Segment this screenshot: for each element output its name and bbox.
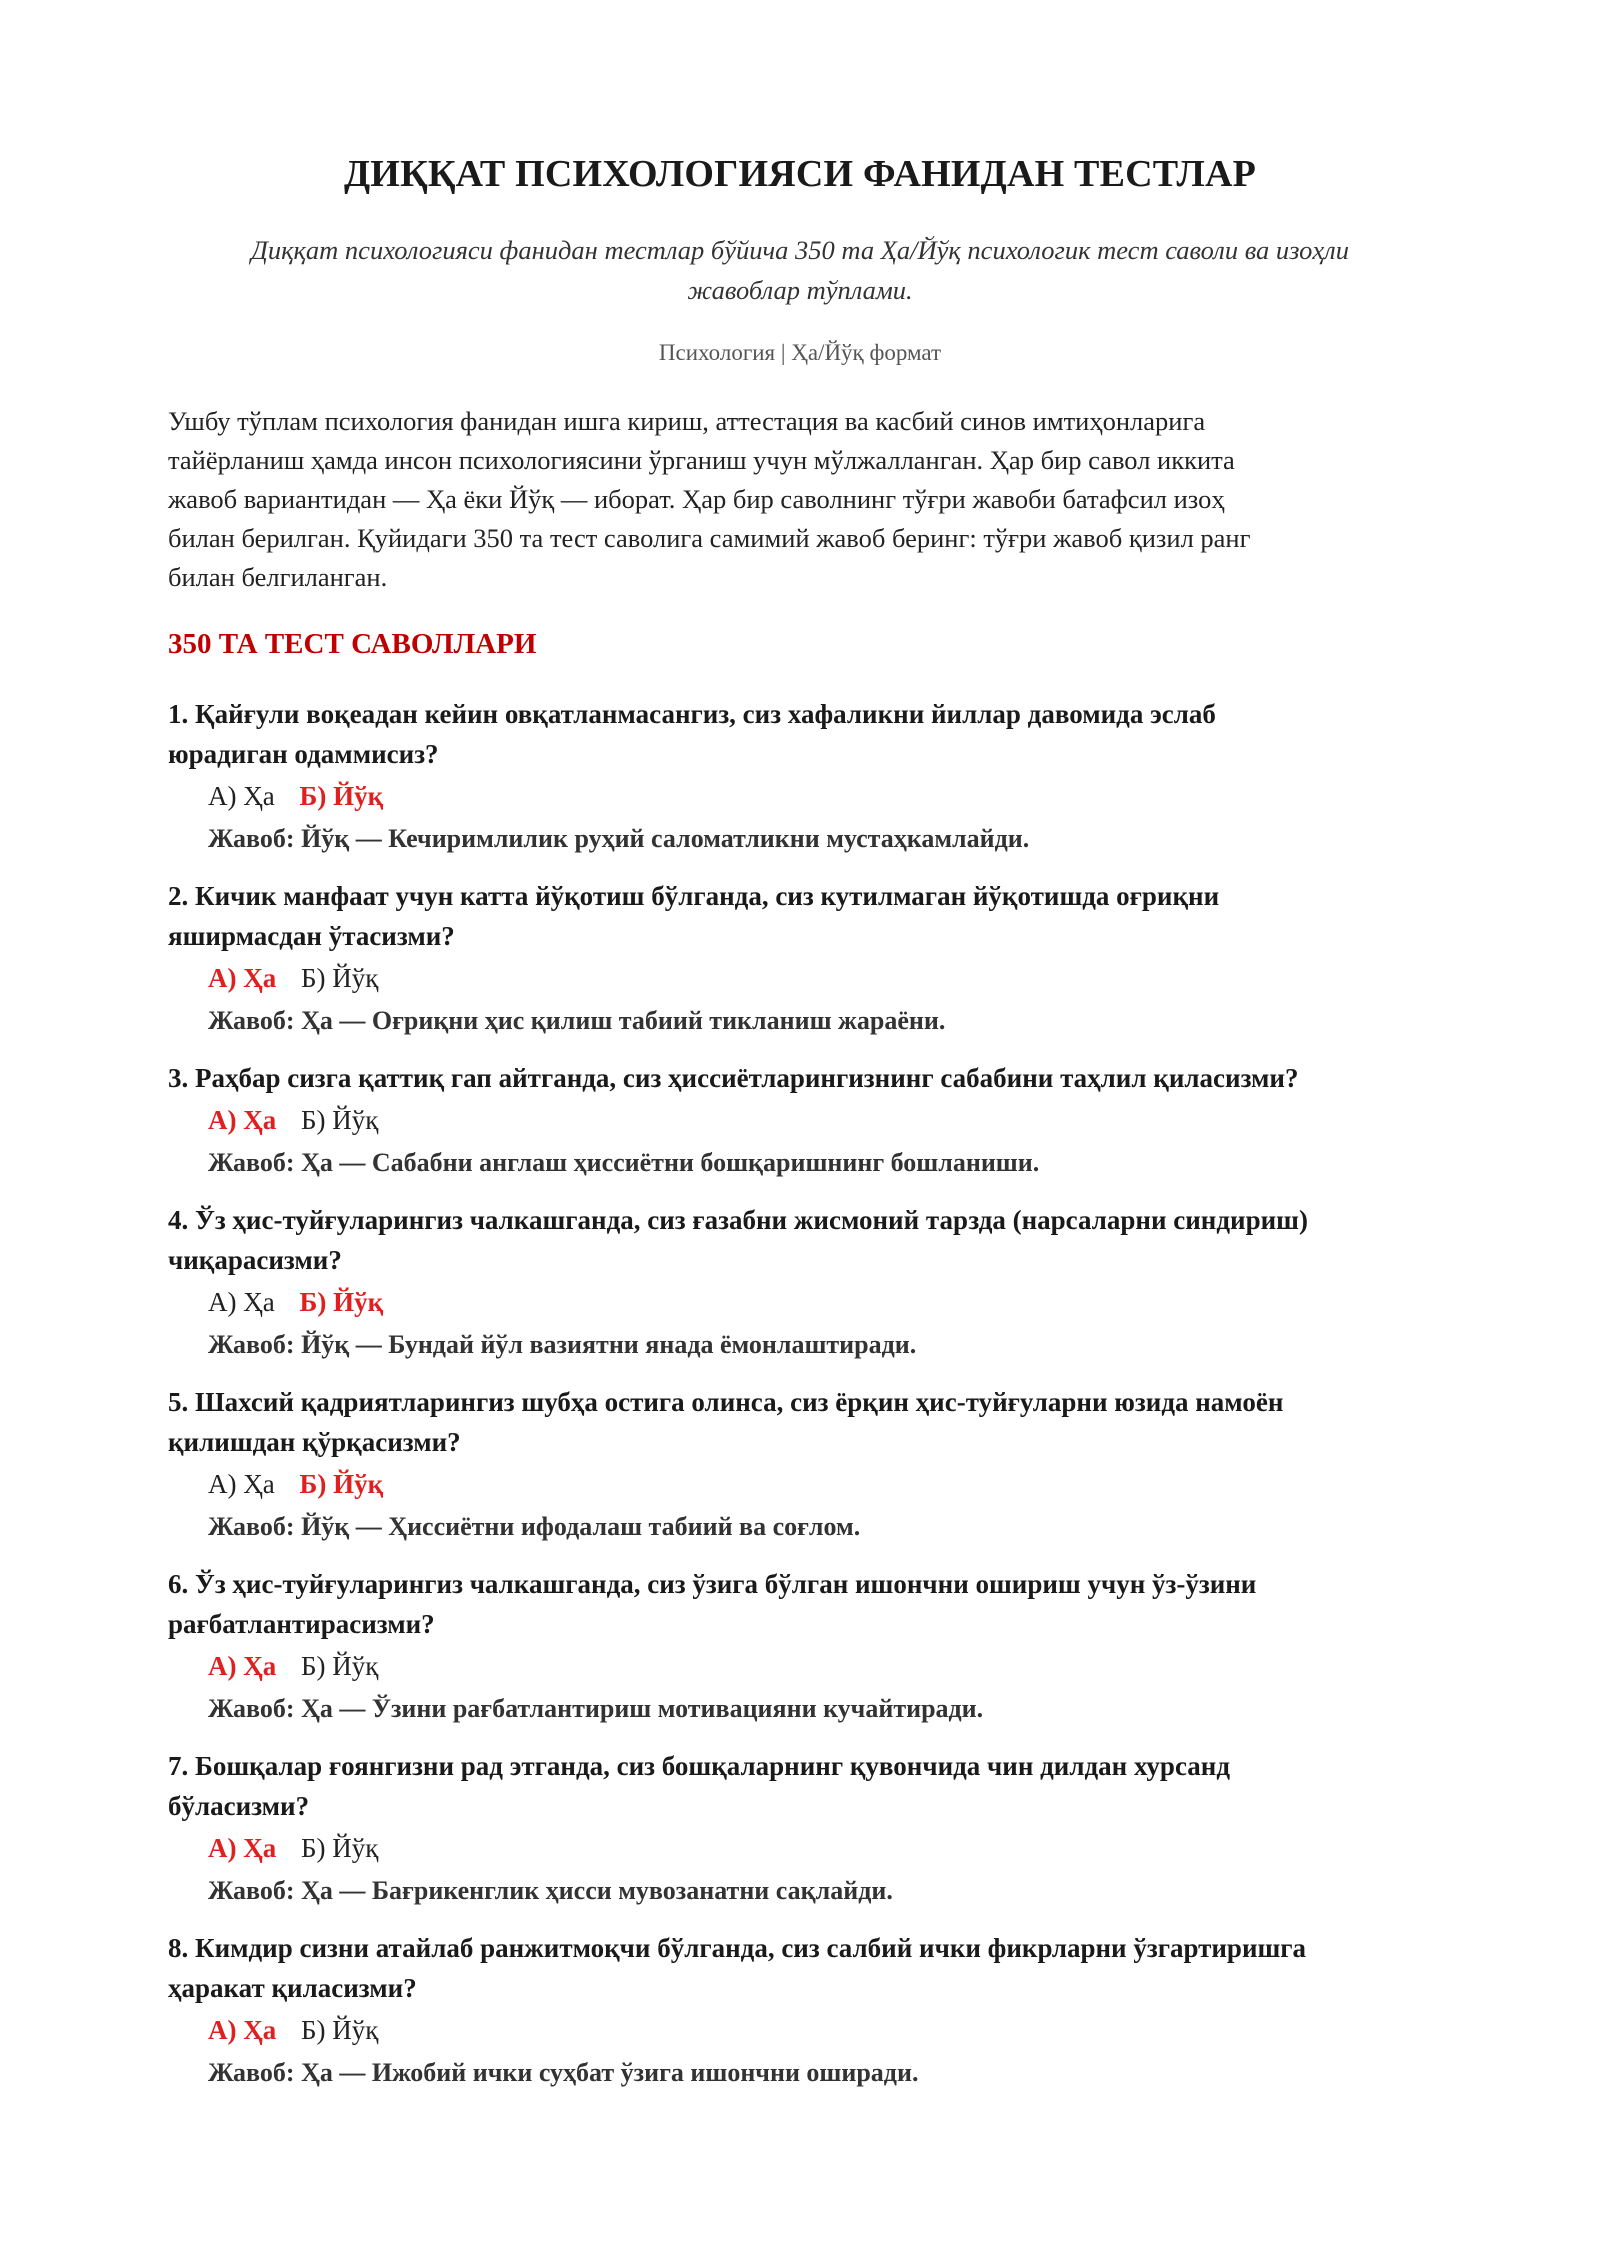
question-text bbox=[168, 1200, 1458, 1280]
question-line: 4. Ўз ҳис-туйғуларингиз чалкашганда, сиз ғазабни жисмоний тарзда (нарсаларни синдириш) bbox=[168, 1205, 1308, 1235]
intro-paragraph bbox=[168, 402, 1448, 597]
option-a[interactable]: А) Ҳа bbox=[208, 1469, 275, 1499]
question-block bbox=[168, 876, 1458, 1042]
answer-explanation: Жавоб: Ҳа — Ўзини рағбатлантириш мотивацияни кучайтиради. bbox=[208, 1694, 984, 1723]
option-b[interactable]: Б) Йўқ bbox=[299, 781, 384, 811]
question-text bbox=[168, 1564, 1458, 1644]
question-line: 1. Қайғули воқеадан кейин овқатланмасангиз, сиз хафаликни йиллар давомида эслаб bbox=[168, 699, 1216, 729]
answer-options bbox=[208, 774, 1458, 818]
question-line: чиқарасизми? bbox=[168, 1245, 342, 1275]
question-line: 3. Раҳбар сизга қаттиқ гап айтганда, сиз ҳиссиётларингизнинг сабабини таҳлил қиласизми? bbox=[168, 1063, 1299, 1093]
question-text bbox=[168, 1058, 1458, 1098]
option-a[interactable]: А) Ҳа bbox=[208, 963, 277, 993]
question-line: қилишдан қўрқасизми? bbox=[168, 1427, 461, 1457]
subtitle-line: Диққат психологияси фанидан тестлар бўйича 350 та Ҳа/Йўқ психологик тест саволи ва изоҳли bbox=[251, 235, 1349, 265]
question-text bbox=[168, 1928, 1458, 2008]
option-b[interactable]: Б) Йўқ bbox=[301, 2015, 379, 2045]
question-block bbox=[168, 1928, 1458, 2094]
option-b[interactable]: Б) Йўқ bbox=[299, 1469, 384, 1499]
question-line: бўласизми? bbox=[168, 1791, 310, 1821]
question-line: юрадиган одаммисиз? bbox=[168, 739, 439, 769]
option-b[interactable]: Б) Йўқ bbox=[301, 1833, 379, 1863]
answer-explanation: Жавоб: Йўқ — Кечиримлилик руҳий саломатликни мустаҳкамлайди. bbox=[208, 824, 1030, 853]
section-heading: 350 ТА ТЕСТ САВОЛЛАРИ bbox=[168, 628, 537, 660]
option-b[interactable]: Б) Йўқ bbox=[301, 1651, 379, 1681]
answer-options bbox=[208, 1644, 1458, 1688]
question-line: 5. Шахсий қадриятларингиз шубҳа остига олинса, сиз ёрқин ҳис-туйғуларни юзида намоён bbox=[168, 1387, 1284, 1417]
question-line: яширмасдан ўтасизми? bbox=[168, 921, 455, 951]
answer-explanation: Жавоб: Ҳа — Оғриқни ҳис қилиш табиий тикланиш жараёни. bbox=[208, 1006, 946, 1035]
answer-explanation: Жавоб: Ҳа — Ижобий ички суҳбат ўзига ишончни оширади. bbox=[208, 2058, 919, 2087]
question-block bbox=[168, 1382, 1458, 1548]
intro-line: жавоб вариантидан — Ҳа ёки Йўқ — иборат. Ҳар бир саволнинг тўғри жавоби батафсил изоҳ bbox=[168, 484, 1225, 514]
intro-line: билан берилган. Қуйидаги 350 та тест саволига самимий жавоб беринг: тўғри жавоб қизил ранг bbox=[168, 523, 1251, 553]
answer-options bbox=[208, 2008, 1458, 2052]
question-line: 8. Кимдир сизни атайлаб ранжитмоқчи бўлганда, сиз салбий ички фикрларни ўзгартиришга bbox=[168, 1933, 1307, 1963]
question-block bbox=[168, 1200, 1458, 1366]
option-a[interactable]: А) Ҳа bbox=[208, 1105, 277, 1135]
question-line: 7. Бошқалар ғоянгизни рад этганда, сиз бошқаларнинг қувончида чин дилдан хурсанд bbox=[168, 1751, 1230, 1781]
answer-options bbox=[208, 1826, 1458, 1870]
intro-line: тайёрланиш ҳамда инсон психологиясини ўрганиш учун мўлжалланган. Ҳар бир савол иккита bbox=[168, 445, 1235, 475]
answer-explanation: Жавоб: Ҳа — Бағрикенглик ҳисси мувозанатни сақлайди. bbox=[208, 1876, 893, 1905]
question-block bbox=[168, 694, 1458, 860]
question-block bbox=[168, 1746, 1458, 1912]
question-text bbox=[168, 1746, 1458, 1826]
option-b[interactable]: Б) Йўқ bbox=[301, 1105, 379, 1135]
subtitle-line: жавоблар тўплами. bbox=[687, 275, 913, 305]
intro-line: билан белгиланган. bbox=[168, 562, 388, 592]
question-line: 2. Кичик манфаат учун катта йўқотиш бўлганда, сиз кутилмаган йўқотишда оғриқни bbox=[168, 881, 1220, 911]
answer-explanation: Жавоб: Йўқ — Ҳиссиётни ифодалаш табиий ва соғлом. bbox=[208, 1512, 861, 1541]
question-line: рағбатлантирасизми? bbox=[168, 1609, 435, 1639]
option-a[interactable]: А) Ҳа bbox=[208, 1287, 275, 1317]
question-line: 6. Ўз ҳис-туйғуларингиз чалкашганда, сиз ўзига бўлган ишончни ошириш учун ўз-ўзини bbox=[168, 1569, 1257, 1599]
question-block bbox=[168, 1564, 1458, 1730]
document-subtitle bbox=[170, 230, 1430, 310]
answer-options bbox=[208, 1098, 1458, 1142]
answer-explanation: Жавоб: Йўқ — Бундай йўл вазиятни янада ёмонлаштиради. bbox=[208, 1330, 917, 1359]
option-a[interactable]: А) Ҳа bbox=[208, 1833, 277, 1863]
question-text bbox=[168, 694, 1458, 774]
answer-options bbox=[208, 1462, 1458, 1506]
option-a[interactable]: А) Ҳа bbox=[208, 2015, 277, 2045]
document-title: ДИҚҚАТ ПСИХОЛОГИЯСИ ФАНИДАН ТЕСТЛАР bbox=[343, 153, 1257, 195]
option-a[interactable]: А) Ҳа bbox=[208, 781, 275, 811]
answer-options bbox=[208, 1280, 1458, 1324]
question-line: ҳаракат қиласизми? bbox=[168, 1973, 417, 2003]
answer-options bbox=[208, 956, 1458, 1000]
answer-explanation: Жавоб: Ҳа — Сабабни англаш ҳиссиётни бошқаришнинг бошланиши. bbox=[208, 1148, 1040, 1177]
question-text bbox=[168, 1382, 1458, 1462]
option-b[interactable]: Б) Йўқ bbox=[299, 1287, 384, 1317]
document-meta: Психология | Ҳа/Йўқ формат bbox=[658, 340, 942, 365]
question-text bbox=[168, 876, 1458, 956]
intro-line: Ушбу тўплам психология фанидан ишга кириш, аттестация ва касбий синов имтиҳонларига bbox=[168, 406, 1206, 436]
option-a[interactable]: А) Ҳа bbox=[208, 1651, 277, 1681]
question-block bbox=[168, 1058, 1458, 1184]
option-b[interactable]: Б) Йўқ bbox=[301, 963, 379, 993]
